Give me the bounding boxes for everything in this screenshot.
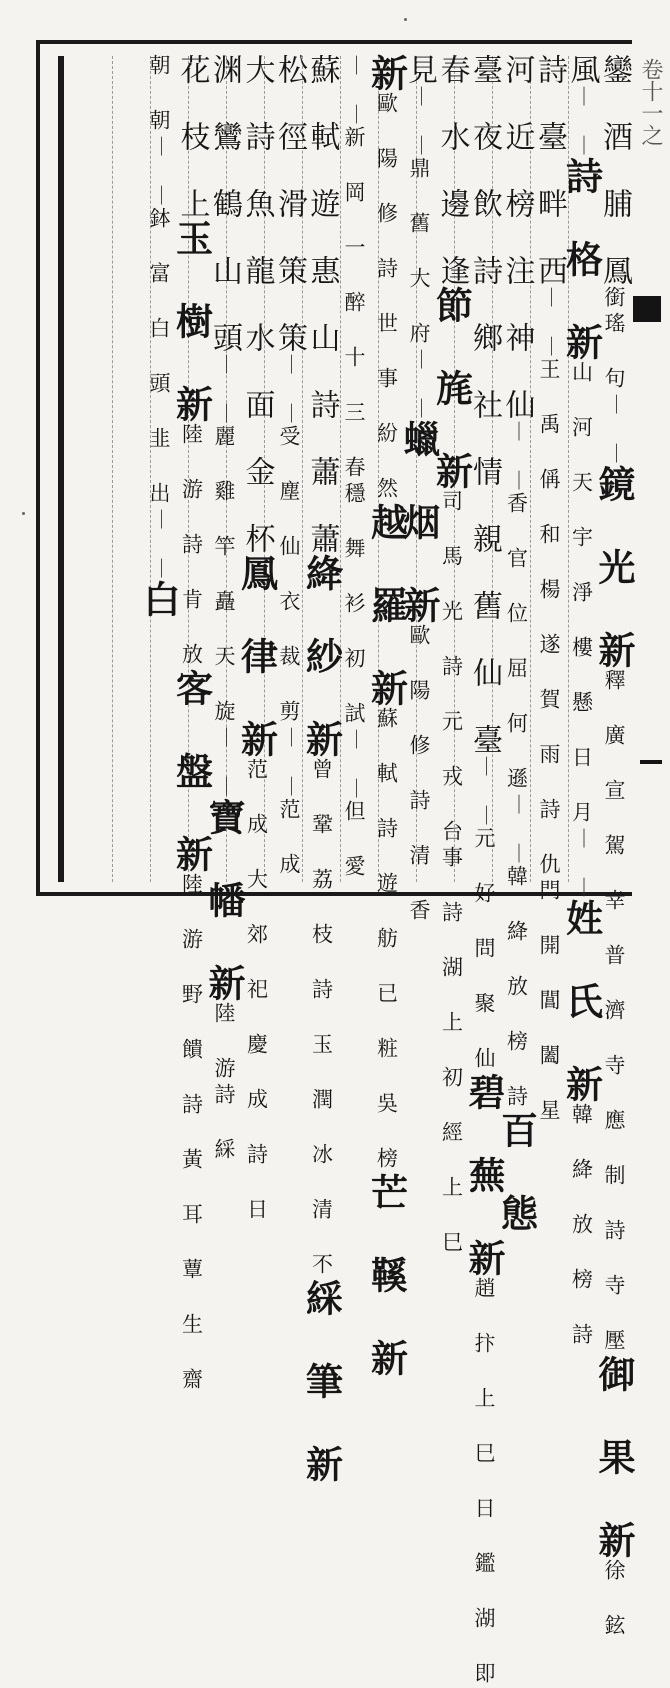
annotation-text: 陸 游 bbox=[212, 1002, 236, 1083]
entry-heading: 詩 格 新 bbox=[559, 157, 604, 361]
repeat-mark: ︱ ︱ bbox=[407, 85, 432, 157]
body-text-run: 詩 臺 畔 西 bbox=[532, 54, 567, 286]
annotation-text: 但 愛 bbox=[342, 800, 366, 881]
repeat-mark: ︱ ︱ bbox=[537, 286, 562, 358]
entry-heading: 百 態 bbox=[494, 1111, 539, 1232]
repeat-mark: ︱ ︱ bbox=[504, 793, 530, 865]
repeat-mark: ︱ ︱ bbox=[342, 728, 367, 800]
annotation-text: 受 塵 仙 衣 裁 剪 bbox=[277, 425, 301, 726]
annotation-text: 麗 雞 竿 矗 天 旋 bbox=[212, 425, 236, 726]
repeat-mark: ︱ ︱ bbox=[277, 353, 302, 425]
body-text-run: 松 徑 滑 策 策 bbox=[272, 54, 307, 353]
repeat-mark: ︱ ︱ bbox=[602, 393, 627, 465]
repeat-mark: ︱ ︱ bbox=[212, 353, 237, 425]
annotation-text: 歐 陽 修 詩 世 事 紛 然 bbox=[374, 92, 399, 503]
annotation-text: 歐 陽 修 詩 清 香 bbox=[407, 624, 431, 925]
annotation-text: 鉢 富 白 頭 韭 出 bbox=[147, 207, 171, 508]
annotation-text: 門 開 閶 闔 星 bbox=[537, 879, 561, 1125]
text-column bbox=[559, 54, 604, 1349]
annotation-text: 范 成 大 郊 祀 慶 成 詩 日 bbox=[244, 758, 269, 1224]
text-column bbox=[234, 54, 279, 1224]
body-text-run: 花 枝 上 bbox=[174, 54, 210, 219]
annotation-text: 蘇 軾 詩 遊 舫 已 粧 吳 榜 bbox=[374, 707, 399, 1173]
body-text-run: 鑾 酒 脯 鳳 bbox=[597, 54, 632, 286]
entry-heading: 新 bbox=[364, 54, 409, 92]
entry-heading: 玉 樹 新 bbox=[169, 219, 214, 423]
entry-heading: 鏡 光 新 bbox=[592, 465, 636, 669]
text-column bbox=[364, 54, 409, 1377]
annotation-text: 詩 綵 bbox=[212, 1083, 236, 1164]
body-text-run: 渊 鸞 鶴 山 頭 bbox=[207, 54, 242, 353]
annotation-text: 鼎 舊 大 府 bbox=[407, 157, 431, 348]
text-column bbox=[299, 54, 344, 1483]
repeat-mark: ︱ ︱ bbox=[472, 755, 497, 827]
repeat-mark: ︱ ︱ bbox=[147, 135, 172, 207]
inner-margin-rule bbox=[58, 56, 64, 882]
paper-speck bbox=[22, 512, 25, 515]
annotation-text: 香 官 位 屈 何 遜 bbox=[504, 492, 529, 793]
body-text-run: 蘇 軾 遊 惠 山 詩 蕭 蕭 bbox=[304, 54, 340, 554]
entry-heading: 寶 幡 新 bbox=[202, 798, 246, 1002]
entry-heading: 姓 氏 新 bbox=[559, 899, 604, 1103]
annotation-text: 趙 抃 上 巳 日 鑑 湖 即 bbox=[472, 1277, 496, 1688]
body-text-run: 風 bbox=[564, 54, 600, 85]
text-column bbox=[494, 54, 539, 1232]
entry-heading: 芒 鞵 新 bbox=[364, 1173, 409, 1377]
margin-section-label: 卷十一之 bbox=[638, 58, 663, 146]
entry-heading: 碧 蕪 新 bbox=[462, 1073, 506, 1277]
paper-speck bbox=[404, 18, 407, 21]
repeat-mark: ︱ ︱ bbox=[147, 508, 172, 580]
entry-heading: 越 羅 新 bbox=[364, 503, 409, 707]
annotation-text: 銜 bbox=[602, 286, 626, 312]
annotation-text: 陸 游 詩 肯 放 bbox=[179, 423, 204, 669]
repeat-mark: ︱ ︱ bbox=[569, 85, 595, 157]
annotation-text: 朝 朝 bbox=[147, 54, 171, 135]
entry-heading: 綵 筆 新 bbox=[299, 1279, 344, 1483]
repeat-mark: ︱ ︱ bbox=[212, 726, 237, 798]
entry-heading: 白 bbox=[137, 580, 181, 618]
annotation-text: 徐 鉉 bbox=[602, 1559, 626, 1640]
body-text-run: 見 bbox=[402, 54, 437, 85]
text-column bbox=[397, 54, 441, 925]
entry-heading: 鳳 律 新 bbox=[234, 554, 279, 758]
text-column bbox=[338, 54, 371, 890]
annotation-text: 釋 廣 宣 駕 幸 普 濟 寺 應 制 詩 寺 壓 bbox=[602, 669, 626, 1355]
annotation-text: 司 馬 光 詩 元 戎 台 bbox=[439, 490, 464, 846]
annotation-text: 范 成 bbox=[277, 798, 301, 879]
entry-heading: 節 旄 新 bbox=[429, 286, 474, 490]
repeat-mark: ︱ ︱ bbox=[277, 726, 302, 798]
repeat-mark: ︱ ︱ bbox=[504, 420, 530, 492]
annotation-text: 王 禹 偁 和 楊 遂 賀 雨 詩 仇 bbox=[537, 358, 561, 879]
text-column bbox=[273, 54, 306, 890]
text-column bbox=[169, 54, 214, 1394]
body-text-run: 河 近 榜 注 神 仙 bbox=[499, 54, 535, 420]
annotation-text: 山 河 天 宇 淨 樓 懸 日 月 bbox=[569, 361, 594, 827]
entry-heading: 絳 紗 新 bbox=[299, 554, 344, 758]
repeat-mark: ︱ ︱ bbox=[569, 827, 595, 899]
body-text-run: 臺 夜 飲 詩 鄉 社 情 親 舊 仙 臺 bbox=[467, 54, 502, 755]
annotation-text: 韓 絳 放 榜 詩 bbox=[504, 865, 529, 1111]
annotation-text: 瑤 句 bbox=[602, 312, 626, 393]
body-text-run: 大 詩 魚 龍 水 面 金 杯 bbox=[239, 54, 275, 554]
annotation-text: 曾 鞏 荔 枝 詩 玉 潤 冰 清 不 bbox=[309, 758, 334, 1279]
text-column bbox=[532, 54, 567, 1125]
entry-heading: 客 盤 新 bbox=[169, 669, 214, 873]
repeat-mark: ︱ ︱ bbox=[407, 348, 432, 420]
annotation-text: 韓 絳 放 榜 詩 bbox=[569, 1103, 594, 1349]
entry-heading: 蠟 烟 新 bbox=[397, 420, 441, 624]
annotation-text: 新 岡 一 醉 十 三 春 bbox=[342, 126, 366, 482]
body-text-run: 春 水 邊 逢 bbox=[434, 54, 470, 286]
entry-heading: 御 果 新 bbox=[592, 1355, 636, 1559]
annotation-text: 穩 舞 衫 初 試 bbox=[342, 482, 366, 728]
main-text-block bbox=[70, 54, 636, 1688]
annotation-text: 元 好 問 聚 仙 bbox=[472, 827, 496, 1073]
annotation-text: 事 詩 湖 上 初 經 上 巳 bbox=[439, 846, 464, 1257]
annotation-text: 陸 游 野 饋 詩 黃 耳 蕈 生 齋 bbox=[179, 873, 204, 1394]
repeat-mark: ︱ ︱ bbox=[342, 54, 367, 126]
